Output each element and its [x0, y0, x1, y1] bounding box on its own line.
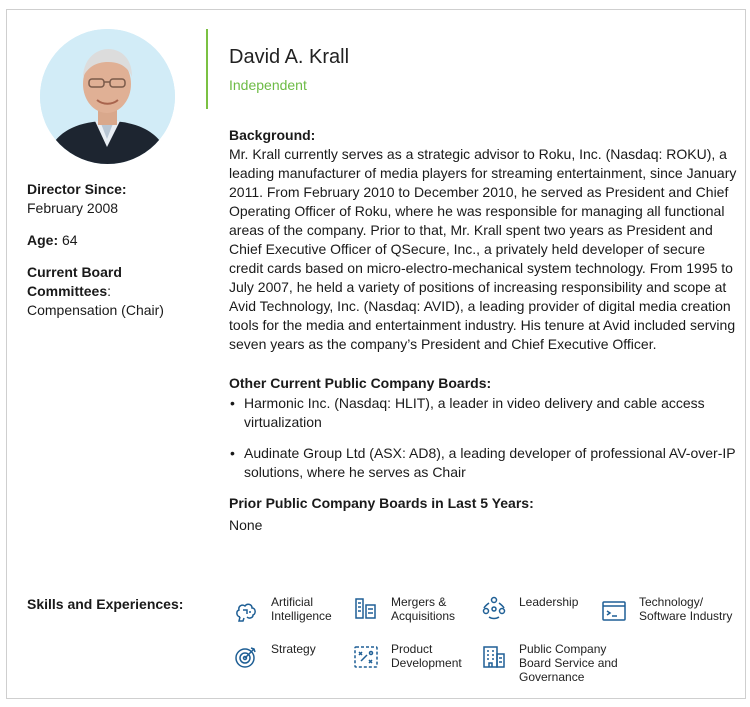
portrait-image: [40, 29, 175, 164]
leadership-icon: [481, 595, 507, 621]
skill-technology-software: [601, 595, 746, 627]
background-heading: Background:: [229, 127, 316, 143]
list-item: • Harmonic Inc. (Nasdaq: HLIT), a leader in video delivery and cable access virtualization: [229, 394, 739, 432]
skill-label: Strategy: [271, 642, 316, 656]
terminal-icon: [601, 598, 627, 624]
director-since-label: Director Since:: [27, 181, 127, 197]
skill-product-development: [353, 642, 478, 674]
prior-boards-heading: Prior Public Company Boards in Last 5 Years:: [229, 495, 534, 511]
director-since-value: February 2008: [27, 200, 119, 216]
list-item: • Audinate Group Ltd (ASX: AD8), a leading developer of professional AV-over-IP solutions, where he serves as Chair: [229, 444, 739, 482]
prior-boards-value: None: [229, 517, 263, 533]
director-details: [229, 126, 739, 535]
skill-label: Product Development: [391, 642, 462, 670]
age: Age: 64: [27, 232, 78, 248]
skills-heading: Skills and Experiences:: [27, 596, 184, 612]
skill-artificial-intelligence: [233, 595, 353, 627]
age-label: Age: [27, 232, 54, 248]
background-text: Mr. Krall currently serves as a strategic advisor to Roku, Inc. (Nasdaq: ROKU), a leading manufacturer of media players for streaming entertainment, since January 2011. From February 2010 to December 2010, he served as President and Chief Operating Officer of Roku, where he was responsible for managing all functional areas of the company. Prior to that, Mr. Krall spent two years as President and Chief Executive Officer of QSecure, Inc., a privately held developer of secure credit cards based on micro-electro-mechanical system technology. From 1995 to July 2007, he held a variety of positions of increasing responsibility and scope at Avid Technology, Inc. (Nasdaq: AVID), a leading provider of digital media creation tools for the media and entertainment industry. His tenure at Avid included serving seven years as the company’s President and Chief Executive Officer.: [229, 146, 737, 352]
committees-label: Current Board Committees: [27, 264, 122, 299]
director-since: [27, 180, 202, 218]
director-status: Independent: [229, 77, 307, 93]
building-icon: [481, 644, 507, 670]
skill-label: Technology/ Software Industry: [639, 595, 733, 623]
skill-mergers-acquisitions: [353, 595, 473, 627]
target-icon: [233, 644, 259, 670]
skill-leadership: [481, 595, 601, 627]
buildings-icon: [353, 595, 379, 621]
skill-label: Public Company Board Service and Governance: [519, 642, 618, 684]
committees-value: Compensation (Chair): [27, 302, 164, 318]
skill-label: Mergers & Acquisitions: [391, 595, 456, 623]
director-facts: [27, 180, 202, 329]
director-photo: [40, 29, 175, 164]
other-boards-heading: Other Current Public Company Boards:: [229, 375, 492, 391]
skill-strategy: [233, 642, 353, 674]
age-value: 64: [62, 232, 78, 248]
committees: Current Board Committees: Compensation (Chair): [27, 264, 164, 318]
skill-label: Leadership: [519, 595, 579, 609]
brain-icon: [233, 599, 259, 625]
other-boards-list: [229, 394, 739, 482]
skill-public-board-governance: [481, 642, 631, 687]
director-name: David A. Krall: [229, 46, 350, 68]
skill-label: Artificial Intelligence: [271, 595, 332, 623]
product-board-icon: [353, 644, 379, 670]
accent-divider: [206, 29, 208, 109]
